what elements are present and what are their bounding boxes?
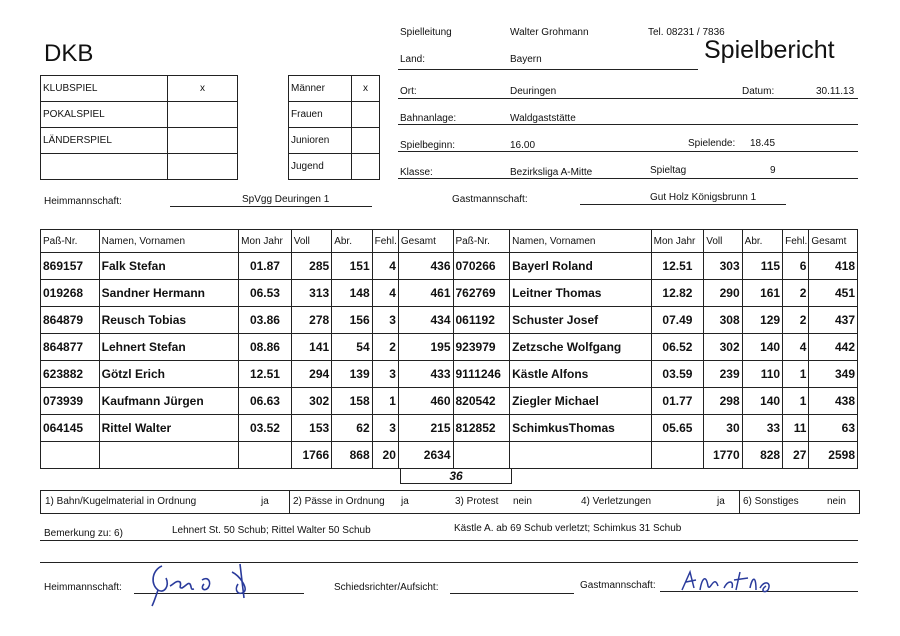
gast-gesamt-cell: 437	[809, 307, 858, 334]
kategorie-label: Jugend	[289, 154, 352, 180]
spielbeginn-label: Spielbeginn:	[400, 140, 456, 151]
gast-name-cell: Schuster Josef	[510, 307, 652, 334]
heim-name-cell: Reusch Tobias	[99, 307, 239, 334]
gast-abr-cell: 140	[742, 388, 782, 415]
heim-mon-jahr-cell: 01.87	[239, 253, 292, 280]
gast-abr-cell: 129	[742, 307, 782, 334]
gastmannschaft-line	[580, 204, 786, 205]
check-2-value: ja	[401, 496, 409, 507]
heimmannschaft-line	[170, 206, 372, 207]
gast-voll-cell: 30	[704, 415, 742, 442]
gastmannschaft-value: Gut Holz Königsbrunn 1	[650, 192, 757, 203]
checks-row	[40, 490, 860, 514]
heim-voll-cell: 153	[291, 415, 331, 442]
heim-fehl-cell: 3	[372, 361, 398, 388]
heim-gesamt-cell: 433	[398, 361, 453, 388]
empty-cell	[41, 442, 100, 469]
spielart-mark: x	[168, 76, 238, 102]
spieltag-value: 9	[770, 165, 776, 176]
spielart-label: LÄNDERSPIEL	[41, 128, 168, 154]
heimmannschaft-value: SpVgg Deuringen 1	[242, 194, 330, 205]
column-header: Abr.	[332, 230, 372, 253]
gast-voll-cell: 302	[704, 334, 742, 361]
gast-abr-cell: 110	[742, 361, 782, 388]
gast-name-cell: Ziegler Michael	[510, 388, 652, 415]
column-header: Mon Jahr	[651, 230, 704, 253]
heim-mon-jahr-cell: 08.86	[239, 334, 292, 361]
column-header: Gesamt	[398, 230, 453, 253]
gast-gesamt-cell: 438	[809, 388, 858, 415]
gast-fehl-cell: 2	[783, 280, 809, 307]
heim-name-cell: Götzl Erich	[99, 361, 239, 388]
kategorie-mark	[352, 128, 380, 154]
divider	[739, 491, 740, 513]
gast-name-cell: Zetzsche Wolfgang	[510, 334, 652, 361]
spielende-label: Spielende:	[688, 138, 736, 149]
gast-fehl-cell: 1	[783, 388, 809, 415]
gast-gesamt-cell: 451	[809, 280, 858, 307]
kategorie-row	[289, 128, 380, 154]
heim-voll-cell: 313	[291, 280, 331, 307]
heim-voll-cell: 285	[291, 253, 331, 280]
gast-total-abr: 828	[742, 442, 782, 469]
spielart-table	[40, 75, 238, 180]
heim-mon-jahr-cell: 06.53	[239, 280, 292, 307]
gast-pass-nr-cell: 923979	[453, 334, 510, 361]
land-value: Bayern	[510, 54, 542, 65]
check-1-value: ja	[261, 496, 269, 507]
signature-heim-label: Heimmannschaft:	[44, 582, 122, 593]
empty-cell	[239, 442, 292, 469]
gast-mon-jahr-cell: 03.59	[651, 361, 704, 388]
empty-cell	[99, 442, 239, 469]
heim-name-cell: Sandner Hermann	[99, 280, 239, 307]
gast-pass-nr-cell: 812852	[453, 415, 510, 442]
column-header: Abr.	[742, 230, 782, 253]
heim-name-cell: Kaufmann Jürgen	[99, 388, 239, 415]
heim-pass-nr-cell: 864877	[41, 334, 100, 361]
gast-pass-nr-cell: 061192	[453, 307, 510, 334]
heim-total-gesamt: 2634	[398, 442, 453, 469]
table-row	[41, 307, 858, 334]
table-row	[41, 334, 858, 361]
gast-total-voll: 1770	[704, 442, 742, 469]
heim-pass-nr-cell: 019268	[41, 280, 100, 307]
klasse-label: Klasse:	[400, 167, 433, 178]
datum-value: 30.11.13	[816, 86, 855, 97]
heim-name-cell: Rittel Walter	[99, 415, 239, 442]
heim-fehl-cell: 3	[372, 415, 398, 442]
kategorie-row	[289, 76, 380, 102]
klasse-value: Bezirksliga A-Mitte	[510, 167, 593, 178]
gast-gesamt-cell: 63	[809, 415, 858, 442]
heim-fehl-cell: 4	[372, 280, 398, 307]
gast-voll-cell: 308	[704, 307, 742, 334]
divider	[289, 491, 290, 513]
bahnanlage-value: Waldgaststätte	[510, 113, 576, 124]
heim-name-cell: Lehnert Stefan	[99, 334, 239, 361]
heim-abr-cell: 139	[332, 361, 372, 388]
gast-mon-jahr-cell: 07.49	[651, 307, 704, 334]
land-label: Land:	[400, 54, 426, 65]
heim-total-fehl: 20	[372, 442, 398, 469]
gast-pass-nr-cell: 9111246	[453, 361, 510, 388]
check-4-value: ja	[717, 496, 725, 507]
kategorie-mark: x	[352, 76, 380, 102]
gast-fehl-cell: 11	[783, 415, 809, 442]
check-4-label: 4) Verletzungen	[581, 496, 652, 507]
empty-cell	[651, 442, 704, 469]
column-header: Mon Jahr	[239, 230, 292, 253]
column-header: Fehl.	[372, 230, 398, 253]
signature-schiri-label: Schiedsrichter/Aufsicht:	[334, 582, 439, 593]
heim-abr-cell: 148	[332, 280, 372, 307]
gast-mon-jahr-cell: 01.77	[651, 388, 704, 415]
column-header: Paß-Nr.	[453, 230, 510, 253]
gastmannschaft-label: Gastmannschaft:	[452, 194, 528, 205]
kategorie-label: Frauen	[289, 102, 352, 128]
kategorie-row	[289, 102, 380, 128]
gast-abr-cell: 115	[742, 253, 782, 280]
heim-fehl-cell: 2	[372, 334, 398, 361]
form-title-dkb: DKB	[44, 40, 94, 67]
gast-mon-jahr-cell: 06.52	[651, 334, 704, 361]
heim-mon-jahr-cell: 06.63	[239, 388, 292, 415]
gast-gesamt-cell: 418	[809, 253, 858, 280]
heim-voll-cell: 302	[291, 388, 331, 415]
heim-pass-nr-cell: 864879	[41, 307, 100, 334]
spielart-mark	[168, 128, 238, 154]
gast-abr-cell: 33	[742, 415, 782, 442]
heim-abr-cell: 151	[332, 253, 372, 280]
difference-box: 36	[400, 468, 512, 484]
kategorie-label: Junioren	[289, 128, 352, 154]
signature-gast-label: Gastmannschaft:	[580, 580, 656, 591]
gast-total-fehl: 27	[783, 442, 809, 469]
gast-abr-cell: 161	[742, 280, 782, 307]
heim-mon-jahr-cell: 12.51	[239, 361, 292, 388]
heim-total-abr: 868	[332, 442, 372, 469]
bahnanlage-line	[398, 124, 858, 125]
gast-voll-cell: 239	[704, 361, 742, 388]
heim-gesamt-cell: 195	[398, 334, 453, 361]
heim-abr-cell: 62	[332, 415, 372, 442]
gast-name-cell: Bayerl Roland	[510, 253, 652, 280]
gast-mon-jahr-cell: 05.65	[651, 415, 704, 442]
gast-fehl-cell: 4	[783, 334, 809, 361]
gast-fehl-cell: 6	[783, 253, 809, 280]
heim-gesamt-cell: 434	[398, 307, 453, 334]
heim-gesamt-cell: 215	[398, 415, 453, 442]
column-header: Gesamt	[809, 230, 858, 253]
gast-abr-cell: 140	[742, 334, 782, 361]
gast-gesamt-cell: 442	[809, 334, 858, 361]
heim-abr-cell: 158	[332, 388, 372, 415]
column-header: Paß-Nr.	[41, 230, 100, 253]
column-header: Namen, Vornamen	[510, 230, 652, 253]
gast-voll-cell: 290	[704, 280, 742, 307]
heim-mon-jahr-cell: 03.86	[239, 307, 292, 334]
column-header: Voll	[291, 230, 331, 253]
column-header: Fehl.	[783, 230, 809, 253]
gast-voll-cell: 303	[704, 253, 742, 280]
form-title-spielbericht: Spielbericht	[704, 36, 835, 64]
heim-gesamt-cell: 460	[398, 388, 453, 415]
table-row	[41, 415, 858, 442]
spielart-mark	[168, 154, 238, 180]
bemerkung-label: Bemerkung zu: 6)	[44, 528, 123, 539]
heim-voll-cell: 294	[291, 361, 331, 388]
gast-fehl-cell: 2	[783, 307, 809, 334]
spielart-mark	[168, 102, 238, 128]
spielart-label: KLUBSPIEL	[41, 76, 168, 102]
heim-abr-cell: 156	[332, 307, 372, 334]
telephone: Tel. 08231 / 7836	[648, 27, 725, 38]
gast-total-gesamt: 2598	[809, 442, 858, 469]
heim-name-cell: Falk Stefan	[99, 253, 239, 280]
bemerkung-text-2: Kästle A. ab 69 Schub verletzt; Schimkus 31 Schub	[454, 523, 682, 534]
gast-name-cell: SchimkusThomas	[510, 415, 652, 442]
check-2-label: 2) Pässe in Ordnung	[293, 496, 385, 507]
spieltag-label: Spieltag	[650, 165, 687, 176]
heim-total-voll: 1766	[291, 442, 331, 469]
table-row	[41, 388, 858, 415]
check-6-label: 6) Sonstiges	[743, 496, 799, 507]
table-row	[41, 361, 858, 388]
gast-name-cell: Kästle Alfons	[510, 361, 652, 388]
heim-pass-nr-cell: 073939	[41, 388, 100, 415]
heim-gesamt-cell: 461	[398, 280, 453, 307]
gast-pass-nr-cell: 762769	[453, 280, 510, 307]
check-3-label: 3) Protest	[455, 496, 499, 507]
spielbeginn-line	[398, 151, 858, 152]
land-line	[398, 69, 698, 70]
signature-gast-handwriting	[676, 564, 786, 594]
heim-pass-nr-cell: 064145	[41, 415, 100, 442]
gast-fehl-cell: 1	[783, 361, 809, 388]
spielleitung-value: Walter Grohmann	[510, 27, 589, 38]
spielart-row	[41, 154, 238, 180]
column-header: Voll	[704, 230, 742, 253]
kategorie-label: Männer	[289, 76, 352, 102]
score-table	[40, 229, 858, 469]
gast-mon-jahr-cell: 12.82	[651, 280, 704, 307]
heim-abr-cell: 54	[332, 334, 372, 361]
spielart-label: POKALSPIEL	[41, 102, 168, 128]
bahnanlage-label: Bahnanlage:	[400, 113, 457, 124]
heim-voll-cell: 141	[291, 334, 331, 361]
empty-cell	[453, 442, 510, 469]
gast-name-cell: Leitner Thomas	[510, 280, 652, 307]
gast-pass-nr-cell: 070266	[453, 253, 510, 280]
kategorie-mark	[352, 102, 380, 128]
gast-gesamt-cell: 349	[809, 361, 858, 388]
column-header: Namen, Vornamen	[99, 230, 239, 253]
ort-line	[398, 98, 858, 99]
signature-schiri-line	[450, 593, 574, 594]
heim-gesamt-cell: 436	[398, 253, 453, 280]
table-row	[41, 253, 858, 280]
gast-voll-cell: 298	[704, 388, 742, 415]
table-header-row	[41, 230, 858, 253]
signature-heim-handwriting	[140, 556, 280, 608]
spielbeginn-value: 16.00	[510, 140, 536, 151]
datum-label: Datum:	[742, 86, 775, 97]
gast-pass-nr-cell: 820542	[453, 388, 510, 415]
ort-label: Ort:	[400, 86, 417, 97]
bemerkung-line	[40, 540, 858, 541]
heimmannschaft-label: Heimmannschaft:	[44, 196, 122, 207]
kategorie-row	[289, 154, 380, 180]
table-row	[41, 280, 858, 307]
spielart-row	[41, 102, 238, 128]
ort-value: Deuringen	[510, 86, 557, 97]
spielart-row	[41, 76, 238, 102]
gast-mon-jahr-cell: 12.51	[651, 253, 704, 280]
empty-cell	[510, 442, 652, 469]
kategorie-mark	[352, 154, 380, 180]
spielart-row	[41, 128, 238, 154]
heim-mon-jahr-cell: 03.52	[239, 415, 292, 442]
check-1-label: 1) Bahn/Kugelmaterial in Ordnung	[45, 496, 197, 507]
heim-voll-cell: 278	[291, 307, 331, 334]
check-3-value: nein	[513, 496, 532, 507]
heim-pass-nr-cell: 623882	[41, 361, 100, 388]
check-6-value: nein	[827, 496, 846, 507]
heim-fehl-cell: 1	[372, 388, 398, 415]
kategorie-table	[288, 75, 380, 180]
klasse-line	[398, 178, 858, 179]
heim-fehl-cell: 4	[372, 253, 398, 280]
spielart-label	[41, 154, 168, 180]
heim-fehl-cell: 3	[372, 307, 398, 334]
bemerkung-text-1: Lehnert St. 50 Schub; Rittel Walter 50 Schub	[172, 525, 371, 536]
totals-row	[41, 442, 858, 469]
spielleitung-label: Spielleitung	[400, 27, 452, 38]
spielende-value: 18.45	[750, 138, 776, 149]
heim-pass-nr-cell: 869157	[41, 253, 100, 280]
